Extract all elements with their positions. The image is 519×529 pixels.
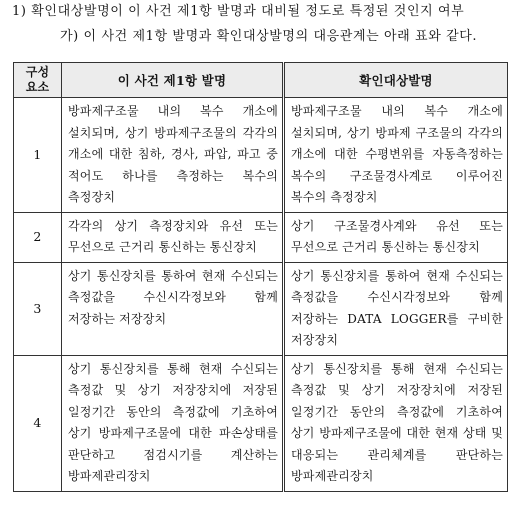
target-cell: 상기 통신장치를 통해 현재 수신되는 측정값 및 상기 저장장치에 저장된 일정기간 동안의 측정값에 기초하여 상기 방파제구조물에 대한 현재 상태 및 대응되는 관리체계를 판단하는 방파제관리장치 <box>284 355 508 491</box>
claim-cell: 각각의 상기 측정장치와 유선 또는 무선으로 근거리 통신하는 통신장치 <box>62 212 284 262</box>
table-row <box>14 98 508 213</box>
header-claim: 이 사건 제1항 발명 <box>62 63 284 98</box>
target-cell: 상기 통신장치를 통하여 현재 수신되는 측정값을 수신시각정보와 함께 저장하는 DATA LOGGER를 구비한 저장장치 <box>284 262 508 355</box>
subsection-heading: 가) 이 사건 제1항 발명과 확인대상발명의 대응관계는 아래 표와 같다. <box>60 29 478 44</box>
table-row <box>14 262 508 355</box>
table-row <box>14 355 508 491</box>
row-number: 1 <box>14 98 62 213</box>
table-header-row <box>14 63 508 98</box>
row-number: 3 <box>14 262 62 355</box>
claim-cell: 상기 통신장치를 통하여 현재 수신되는 측정값을 수신시각정보와 함께 저장하는 저장장치 <box>62 262 284 355</box>
section-heading: 1) 확인대상발명이 이 사건 제1항 발명과 대비될 정도로 특정된 것인지 여부 <box>12 4 465 19</box>
target-cell: 상기 구조물경사계와 유선 또는 무선으로 근거리 통신하는 통신장치 <box>284 212 508 262</box>
header-element: 구성 요소 <box>14 63 62 98</box>
row-number: 2 <box>14 212 62 262</box>
row-number: 4 <box>14 355 62 491</box>
comparison-table <box>13 62 508 492</box>
claim-cell: 상기 통신장치를 통해 현재 수신되는 측정값 및 상기 저장장치에 저장된 일정기간 동안의 측정값에 기초하여 상기 방파제구조물에 대한 파손상태를 판단하고 점검시기를 계산하는 방파제관리장치 <box>62 355 284 491</box>
target-cell: 방파제구조물 내의 복수 개소에 설치되며, 상기 방파제 구조물의 각각의 개소에 대한 수평변위를 자동측정하는 복수의 구조물경사계로 이루어진 복수의 측정장치 <box>284 98 508 213</box>
header-target: 확인대상발명 <box>284 63 508 98</box>
claim-cell: 방파제구조물 내의 복수 개소에 설치되며, 상기 방파제구조물의 각각의 개소에 대한 침하, 경사, 파압, 파고 중 적어도 하나를 측정하는 복수의 측정장치 <box>62 98 284 213</box>
table-row <box>14 212 508 262</box>
